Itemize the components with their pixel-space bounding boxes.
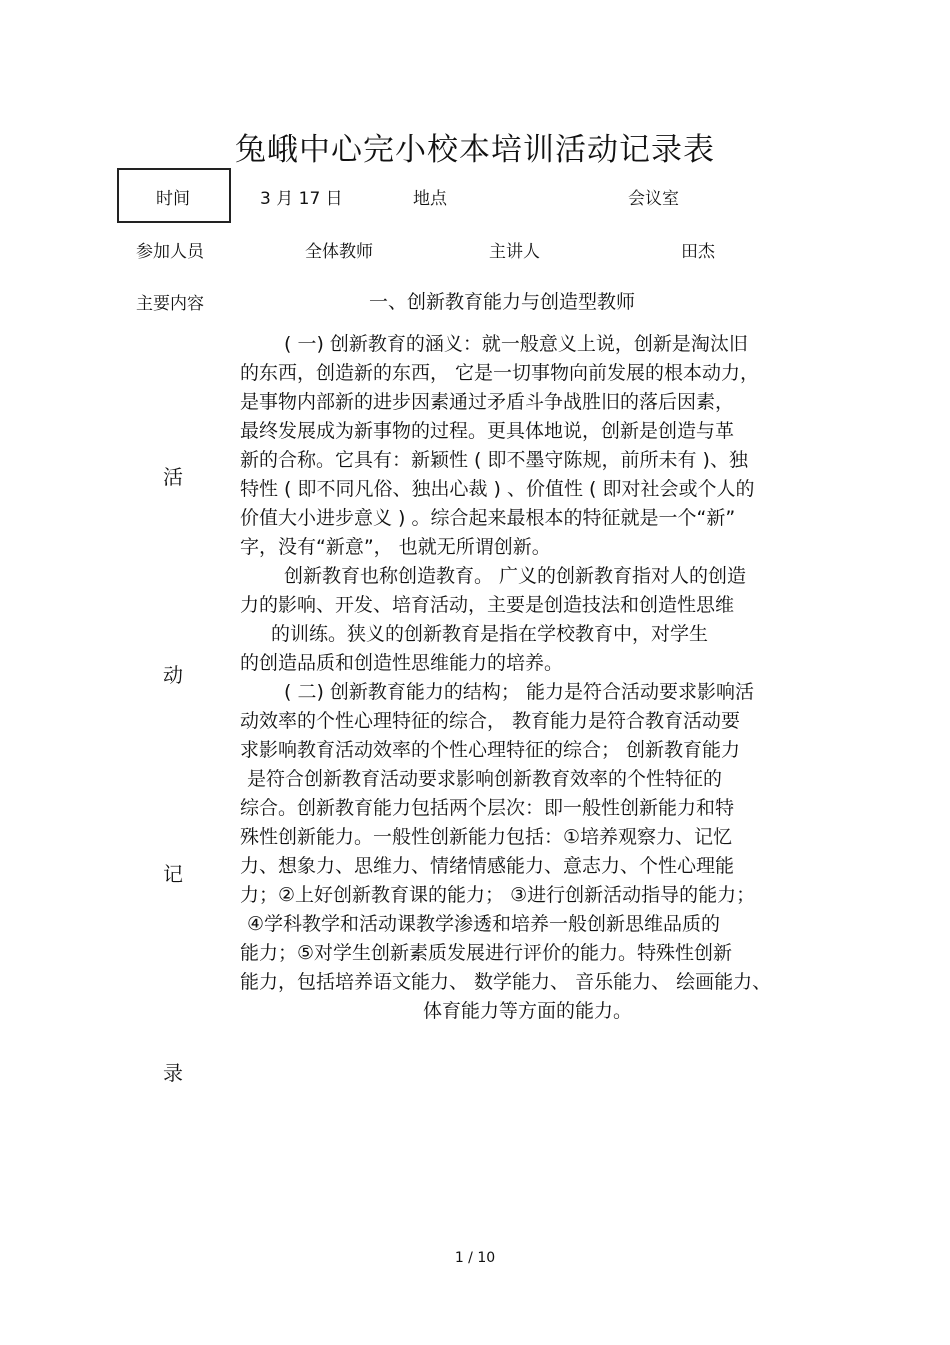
speaker-label: 主讲人	[489, 242, 540, 262]
side-label-char: 记	[163, 862, 183, 886]
page-title: 兔峨中心完小校本培训活动记录表	[235, 132, 715, 168]
body-text-line: ( 一) 创新教育的涵义：就一般意义上说，创新是淘汰旧	[284, 333, 748, 355]
body-text-line: 字，没有“新意”， 也就无所谓创新。	[240, 536, 551, 558]
body-text-line: 体育能力等方面的能力。	[422, 1000, 632, 1022]
speaker-value: 田杰	[681, 242, 715, 262]
body-text-line: 动效率的个性心理特征的综合， 教育能力是符合教育活动要	[240, 710, 741, 732]
place-value: 会议室	[628, 189, 679, 209]
body-text-line: 的创造品质和创造性思维能力的培养。	[240, 652, 564, 674]
body-text-line: 创新教育也称创造教育。 广义的创新教育指对人的创造	[284, 565, 747, 587]
time-label: 时间	[156, 189, 190, 209]
participants-label: 参加人员	[136, 242, 204, 262]
body-text-line: 综合。创新教育能力包括两个层次：即一般性创新能力和特	[240, 797, 735, 819]
side-label-char: 活	[163, 465, 183, 489]
body-text-line: 是事物内部新的进步因素通过矛盾斗争战胜旧的落后因素，	[240, 391, 735, 413]
body-text-line: ( 二) 创新教育能力的结构； 能力是符合活动要求影响活	[284, 681, 754, 703]
page-number: 1 / 10	[454, 1250, 496, 1266]
body-text-line: 的训练。狭义的创新教育是指在学校教育中，对学生	[271, 623, 709, 645]
body-text-line: ④学科教学和活动课教学渗透和培养一般创新思维品质的	[247, 913, 721, 935]
body-text-line: 最终发展成为新事物的过程。更具体地说，创新是创造与革	[240, 420, 735, 442]
body-text-line: 能力，包括培养语文能力、 数学能力、 音乐能力、 绘画能力、	[240, 971, 772, 993]
body-text-line: 能力；⑤对学生创新素质发展进行评价的能力。特殊性创新	[240, 942, 733, 964]
side-label-char: 录	[163, 1061, 183, 1085]
participants-value: 全体教师	[305, 242, 373, 262]
side-label-char: 动	[163, 663, 183, 687]
body-text-line: 力；②上好创新教育课的能力； ③进行创新活动指导的能力；	[240, 884, 756, 906]
content-label: 主要内容	[136, 294, 204, 314]
body-text-line: 价值大小进步意义 ) 。综合起来最根本的特征就是一个“新”	[240, 507, 736, 529]
body-text-line: 是符合创新教育活动要求影响创新教育效率的个性特征的	[247, 768, 723, 790]
body-text-line: 新的合称。它具有：新颖性 ( 即不墨守陈规，前所未有 )、独	[240, 449, 748, 471]
time-label-cell	[117, 168, 231, 223]
content-title: 一、创新教育能力与创造型教师	[369, 291, 636, 313]
date-value: 3 月 17 日	[260, 189, 343, 209]
body-text-line: 求影响教育活动效率的个性心理特征的综合； 创新教育能力	[240, 739, 741, 761]
body-text-line: 力、想象力、思维力、情绪情感能力、意志力、个性心理能	[240, 855, 735, 877]
body-text-line: 的东西，创造新的东西， 它是一切事物向前发展的根本动力，	[240, 362, 760, 384]
body-text-line: 力的影响、开发、培育活动，主要是创造技法和创造性思维	[240, 594, 735, 616]
body-text-line: 殊性创新能力。一般性创新能力包括：①培养观察力、记忆	[240, 826, 733, 848]
body-text-line: 特性 ( 即不同凡俗、独出心裁 ) 、价值性 ( 即对社会或个人的	[240, 478, 755, 500]
place-label: 地点	[413, 189, 447, 209]
